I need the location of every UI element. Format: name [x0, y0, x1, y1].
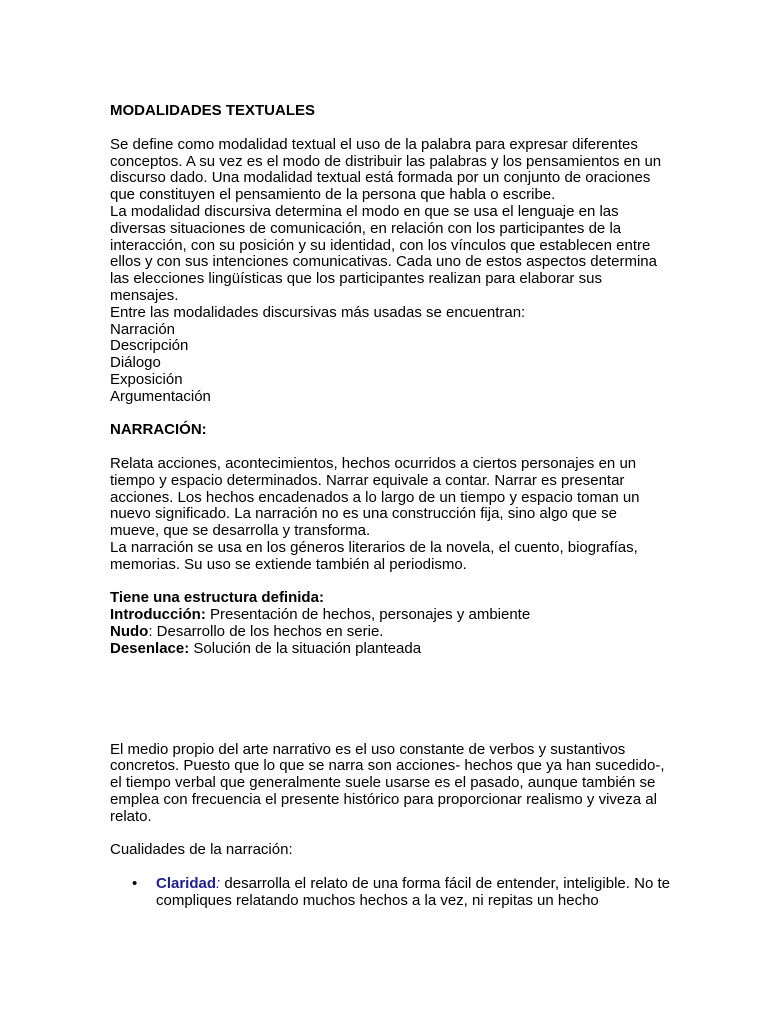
quality-text: desarrolla el relato de una forma fácil de entender, inteligible. No te compliques relatando muchos hechos a la vez, ni repitas un hecho — [156, 874, 670, 909]
structure-text: Solución de la situación planteada — [189, 639, 422, 657]
page-title: MODALIDADES TEXTUALES — [110, 102, 316, 119]
quality-colon: : — [216, 874, 221, 892]
spacer — [110, 574, 670, 591]
modality-item-exposicion: Exposición — [110, 370, 183, 388]
spacer — [110, 406, 670, 423]
structure-heading: Tiene una estructura definida: — [110, 589, 324, 607]
quality-term: Claridad — [156, 874, 217, 892]
structure-term: Nudo — [110, 622, 149, 640]
structure-text: Presentación de hechos, personajes y ambiente — [205, 606, 531, 624]
spacer — [110, 825, 670, 842]
bullet-icon: • — [132, 874, 138, 892]
structure-item-introduccion — [110, 607, 670, 624]
modality-item-descripcion: Descripción — [110, 337, 189, 355]
intro-paragraph-1: Se define como modalidad textual el uso de la palabra para expresar diferentes conceptos. A su vez es el modo de distribuir las palabras y los pensamientos en un discurso dado. Una modalidad textual está formada por un conjunto de oraciones que constituyen el pensamiento de la persona que habla o escribe. — [110, 135, 662, 204]
narracion-paragraph-3: El medio propio del arte narrativo es el uso constante de verbos y sustantivos concretos. Puesto que lo que se narra son acciones- hechos que ya han sucedido-, el tiempo verbal que generalmente suele usarse es el pasado, aunque también se emplea con frecuencia el presente histórico para proporcionar realismo y viveza al relato. — [110, 740, 665, 825]
modality-item-narracion: Narración — [110, 320, 176, 338]
intro-paragraph-2: La modalidad discursiva determina el modo en que se usa el lenguaje en las diversas situaciones de comunicación, en relación con los participantes de la interacción, con su posición y su identidad, con los vínculos que establecen entre ellos y con sus intenciones comunicativas. Cada uno de estos aspectos determina las elecciones lingüísticas que los participantes realizan para elaborar sus mensajes. — [110, 202, 657, 304]
structure-item-nudo — [110, 624, 670, 641]
structure-term: Introducción: — [110, 606, 206, 624]
spacer — [110, 859, 670, 876]
modality-item-dialogo: Diálogo — [110, 354, 161, 372]
narracion-paragraph-1: Relata acciones, acontecimientos, hechos ocurridos a ciertos personajes en un tiempo y espacio determinados. Narrar equivale a contar. Narrar es presentar acciones. Los hechos encadenados a lo largo de un tiempo y espacio toman un nuevo significado. La narración no es una construcción fija, sino algo que se mueve, que se desarrolla y transforma. — [110, 454, 640, 540]
spacer — [110, 658, 670, 742]
intro-paragraph-3: Entre las modalidades discursivas más usadas se encuentran: — [110, 303, 526, 321]
structure-item-desenlace — [110, 641, 670, 658]
structure-text: : Desarrollo de los hechos en serie. — [148, 622, 384, 640]
document-body — [110, 103, 670, 909]
modality-item-argumentacion: Argumentación — [110, 387, 211, 405]
qualities-heading: Cualidades de la narración: — [110, 841, 293, 859]
spacer — [110, 439, 670, 456]
structure-term: Desenlace: — [110, 639, 190, 657]
list-item — [110, 876, 670, 910]
narracion-paragraph-2: La narración se usa en los géneros literarios de la novela, el cuento, biografías, memorias. Su uso se extiende también al periodismo. — [110, 538, 638, 573]
section-heading-narracion: NARRACIÓN: — [110, 421, 207, 439]
qualities-list — [110, 876, 670, 910]
